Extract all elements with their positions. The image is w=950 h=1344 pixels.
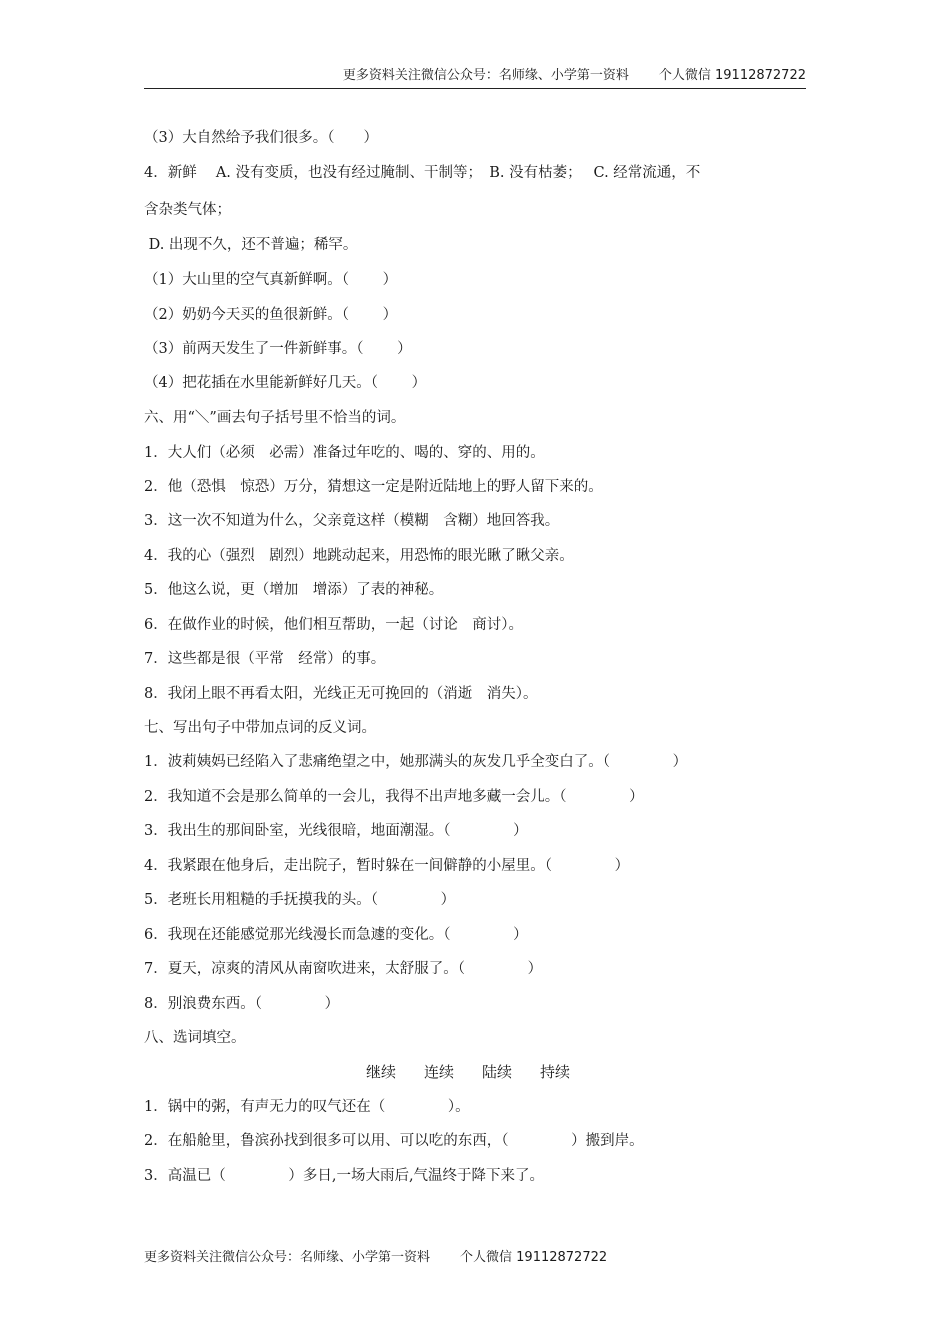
question-line: 6．在做作业的时候，他们相互帮助，一起（讨论 商讨）。 xyxy=(144,617,523,633)
question-line: 5．他这么说，更（增加 增添）了表的神秘。 xyxy=(144,582,444,598)
question-line: 7．这些都是很（平常 经常）的事。 xyxy=(144,651,386,667)
word-option: 连续 xyxy=(424,1063,455,1081)
question-line: 2．他（恐惧 惊恐）万分，猜想这一定是附近陆地上的野人留下来的。 xyxy=(144,479,603,495)
question-line: （1）大山里的空气真新鲜啊。（ ） xyxy=(144,272,398,288)
word-bank xyxy=(366,1062,598,1082)
fill-question: 2．在船舱里，鲁滨孙找到很多可以用、可以吃的东西，（ ）搬到岸。 xyxy=(144,1133,644,1149)
footer-contact: 个人微信 19112872722 xyxy=(460,1250,608,1265)
question-line: 4．新鲜 A. 没有变质，也没有经过腌制、干制等； B. 没有枯萎； C. 经常流通，不 xyxy=(144,165,701,181)
word-option: 继续 xyxy=(366,1063,397,1081)
question-line: 4．我紧跟在他身后，走出院子，暂时躲在一间僻静的小屋里。（ ） xyxy=(144,858,630,874)
question-line: 7．夏天，凉爽的清风从南窗吹进来，太舒服了。（ ） xyxy=(144,961,543,977)
question-line: 1．大人们（必须 必需）准备过年吃的、喝的、穿的、用的。 xyxy=(144,445,545,461)
question-line: 6．我现在还能感觉那光线漫长而急遽的变化。（ ） xyxy=(144,927,528,943)
question-line: （4）把花插在水里能新鲜好几天。（ ） xyxy=(144,375,427,391)
fill-question: 1．锅中的粥，有声无力的叹气还在（ ）。 xyxy=(144,1099,470,1115)
question-line: D. 出现不久，还不普遍；稀罕。 xyxy=(144,237,358,253)
question-line: （2）奶奶今天买的鱼很新鲜。（ ） xyxy=(144,307,398,323)
question-line: 3．我出生的那间卧室，光线很暗，地面潮湿。（ ） xyxy=(144,823,528,839)
section-heading: 八、选词填空。 xyxy=(144,1030,246,1046)
question-line: 8．别浪费东西。（ ） xyxy=(144,996,340,1012)
question-line: 2．我知道不会是那么简单的一会儿，我得不出声地多藏一会儿。（ ） xyxy=(144,789,644,805)
question-line: 1．波莉姨妈已经陷入了悲痛绝望之中，她那满头的灰发几乎全变白了。（ ） xyxy=(144,754,688,770)
question-line: 4．我的心（强烈 剧烈）地跳动起来，用恐怖的眼光瞅了瞅父亲。 xyxy=(144,548,574,564)
page-footer xyxy=(144,1246,607,1265)
section-heading: 六、用“＼”画去句子括号里不恰当的词。 xyxy=(144,410,406,426)
question-line: 含杂类气体； xyxy=(144,202,231,218)
fill-question: 3．高温已（ ）多日,一场大雨后,气温终于降下来了。 xyxy=(144,1168,545,1184)
footer-promo-text: 更多资料关注微信公众号：名师缘、小学第一资料 xyxy=(144,1250,431,1265)
question-line: 3．这一次不知道为什么，父亲竟这样（模糊 含糊）地回答我。 xyxy=(144,513,560,529)
question-line: 5．老班长用粗糙的手抚摸我的头。（ ） xyxy=(144,892,456,908)
header-promo-text: 更多资料关注微信公众号：名师缘、小学第一资料 xyxy=(342,68,629,83)
word-option: 陆续 xyxy=(482,1063,513,1081)
question-line: 8．我闭上眼不再看太阳，光线正无可挽回的（消逝 消失）。 xyxy=(144,686,538,702)
header-contact: 个人微信 19112872722 xyxy=(658,68,806,83)
question-line: （3）前两天发生了一件新鲜事。（ ） xyxy=(144,341,412,357)
question-line: （3）大自然给予我们很多。（ ） xyxy=(144,130,378,146)
page-header xyxy=(144,66,806,89)
section-heading: 七、写出句子中带加点词的反义词。 xyxy=(144,720,376,736)
word-option: 持续 xyxy=(540,1063,571,1081)
